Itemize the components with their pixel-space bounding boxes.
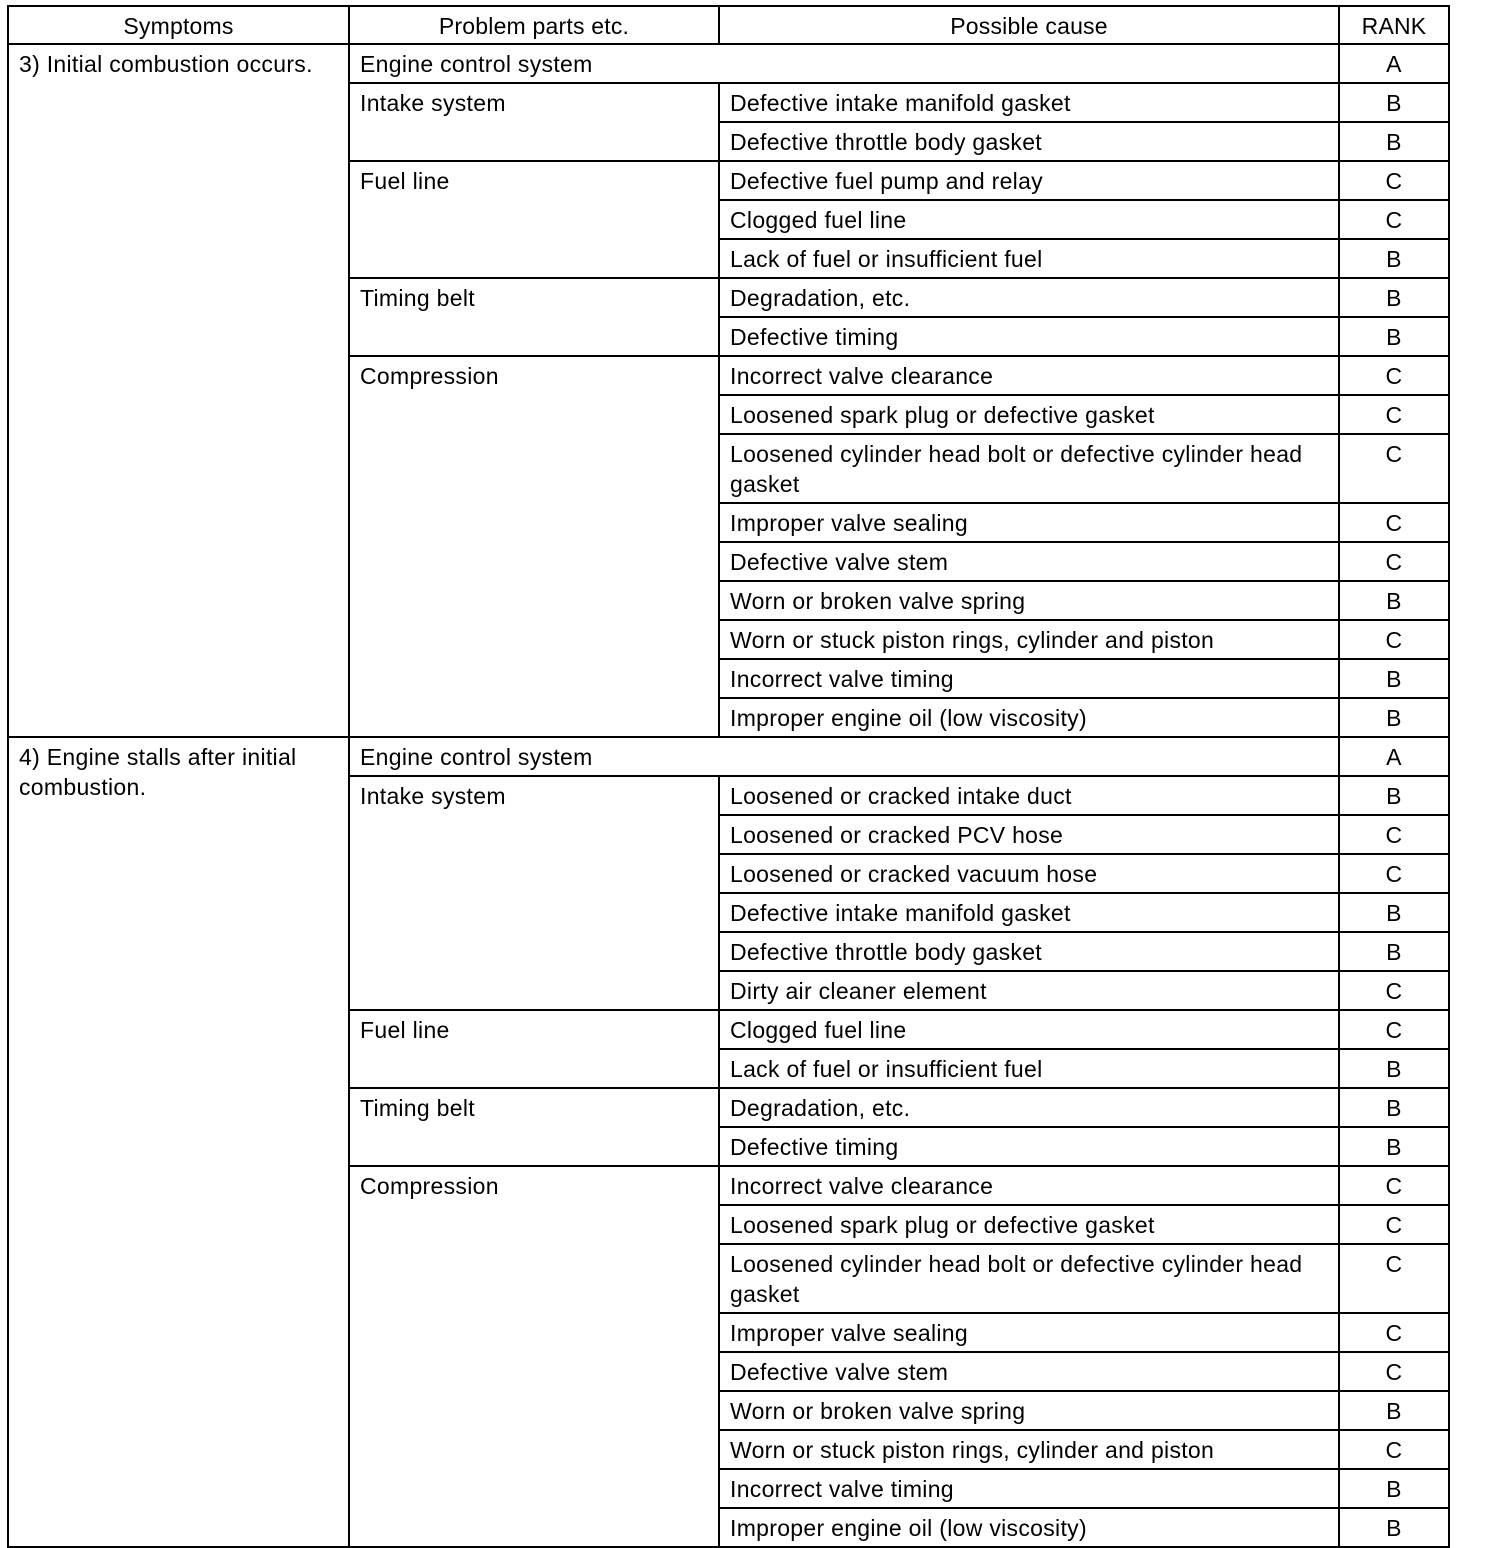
rank-cell: B (1339, 1127, 1449, 1166)
header-symptoms: Symptoms (8, 6, 349, 44)
rank-cell: C (1339, 1010, 1449, 1049)
cause-cell: Loosened spark plug or defective gasket (719, 1205, 1339, 1244)
cause-cell: Worn or stuck piston rings, cylinder and piston (719, 1430, 1339, 1469)
table-header (8, 6, 1449, 44)
problem-part-cell: Engine control system (349, 44, 1339, 83)
rank-cell: C (1339, 434, 1449, 503)
rank-cell: C (1339, 1205, 1449, 1244)
cause-cell: Clogged fuel line (719, 1010, 1339, 1049)
rank-cell: B (1339, 122, 1449, 161)
cause-cell: Defective intake manifold gasket (719, 893, 1339, 932)
cause-cell: Worn or broken valve spring (719, 1391, 1339, 1430)
problem-part-cell: Compression (349, 356, 719, 737)
cause-cell: Defective fuel pump and relay (719, 161, 1339, 200)
rank-cell: C (1339, 971, 1449, 1010)
cause-cell: Dirty air cleaner element (719, 971, 1339, 1010)
header-problem-parts: Problem parts etc. (349, 6, 719, 44)
rank-cell: C (1339, 1166, 1449, 1205)
rank-cell: C (1339, 395, 1449, 434)
cause-cell: Clogged fuel line (719, 200, 1339, 239)
cause-cell: Incorrect valve clearance (719, 1166, 1339, 1205)
rank-cell: B (1339, 776, 1449, 815)
rank-cell: B (1339, 1391, 1449, 1430)
rank-cell: C (1339, 620, 1449, 659)
problem-part-cell: Fuel line (349, 1010, 719, 1088)
rank-cell: B (1339, 1508, 1449, 1547)
cause-cell: Defective throttle body gasket (719, 932, 1339, 971)
header-possible-cause: Possible cause (719, 6, 1339, 44)
problem-part-cell: Timing belt (349, 1088, 719, 1166)
rank-cell: C (1339, 815, 1449, 854)
rank-cell: A (1339, 44, 1449, 83)
rank-cell: C (1339, 356, 1449, 395)
cause-cell: Defective timing (719, 1127, 1339, 1166)
rank-cell: B (1339, 581, 1449, 620)
rank-cell: B (1339, 1469, 1449, 1508)
cause-cell: Loosened or cracked vacuum hose (719, 854, 1339, 893)
symptom-cell: 4) Engine stalls after initial combustion. (8, 737, 349, 1547)
header-rank: RANK (1339, 6, 1449, 44)
rank-cell: B (1339, 317, 1449, 356)
rank-cell: C (1339, 200, 1449, 239)
cause-cell: Defective valve stem (719, 1352, 1339, 1391)
rank-cell: B (1339, 1049, 1449, 1088)
rank-cell: B (1339, 659, 1449, 698)
problem-part-cell: Intake system (349, 83, 719, 161)
cause-cell: Improper valve sealing (719, 1313, 1339, 1352)
header-row (8, 6, 1449, 44)
cause-cell: Degradation, etc. (719, 278, 1339, 317)
rank-cell: C (1339, 854, 1449, 893)
problem-part-cell: Engine control system (349, 737, 1339, 776)
cause-cell: Incorrect valve timing (719, 659, 1339, 698)
rank-cell: B (1339, 698, 1449, 737)
table-body (8, 44, 1449, 1547)
cause-cell: Loosened cylinder head bolt or defective cylinder head gasket (719, 1244, 1339, 1313)
cause-cell: Defective timing (719, 317, 1339, 356)
rank-cell: B (1339, 893, 1449, 932)
cause-cell: Improper engine oil (low viscosity) (719, 698, 1339, 737)
cause-cell: Loosened or cracked PCV hose (719, 815, 1339, 854)
symptom-cell: 3) Initial combustion occurs. (8, 44, 349, 737)
rank-cell: C (1339, 1430, 1449, 1469)
rank-cell: C (1339, 1352, 1449, 1391)
cause-cell: Loosened spark plug or defective gasket (719, 395, 1339, 434)
troubleshooting-table (7, 5, 1450, 1548)
problem-part-cell: Compression (349, 1166, 719, 1547)
rank-cell: B (1339, 83, 1449, 122)
cause-cell: Loosened cylinder head bolt or defective cylinder head gasket (719, 434, 1339, 503)
rank-cell: A (1339, 737, 1449, 776)
cause-cell: Lack of fuel or insufficient fuel (719, 239, 1339, 278)
rank-cell: B (1339, 278, 1449, 317)
table-row (8, 737, 1449, 776)
cause-cell: Incorrect valve timing (719, 1469, 1339, 1508)
cause-cell: Worn or broken valve spring (719, 581, 1339, 620)
rank-cell: B (1339, 239, 1449, 278)
rank-cell: C (1339, 542, 1449, 581)
rank-cell: C (1339, 503, 1449, 542)
cause-cell: Lack of fuel or insufficient fuel (719, 1049, 1339, 1088)
problem-part-cell: Intake system (349, 776, 719, 1010)
rank-cell: C (1339, 161, 1449, 200)
cause-cell: Defective valve stem (719, 542, 1339, 581)
cause-cell: Degradation, etc. (719, 1088, 1339, 1127)
cause-cell: Defective throttle body gasket (719, 122, 1339, 161)
cause-cell: Incorrect valve clearance (719, 356, 1339, 395)
cause-cell: Improper engine oil (low viscosity) (719, 1508, 1339, 1547)
rank-cell: B (1339, 1088, 1449, 1127)
cause-cell: Defective intake manifold gasket (719, 83, 1339, 122)
rank-cell: C (1339, 1244, 1449, 1313)
table-row (8, 44, 1449, 83)
cause-cell: Improper valve sealing (719, 503, 1339, 542)
problem-part-cell: Fuel line (349, 161, 719, 278)
problem-part-cell: Timing belt (349, 278, 719, 356)
cause-cell: Loosened or cracked intake duct (719, 776, 1339, 815)
rank-cell: C (1339, 1313, 1449, 1352)
cause-cell: Worn or stuck piston rings, cylinder and piston (719, 620, 1339, 659)
rank-cell: B (1339, 932, 1449, 971)
